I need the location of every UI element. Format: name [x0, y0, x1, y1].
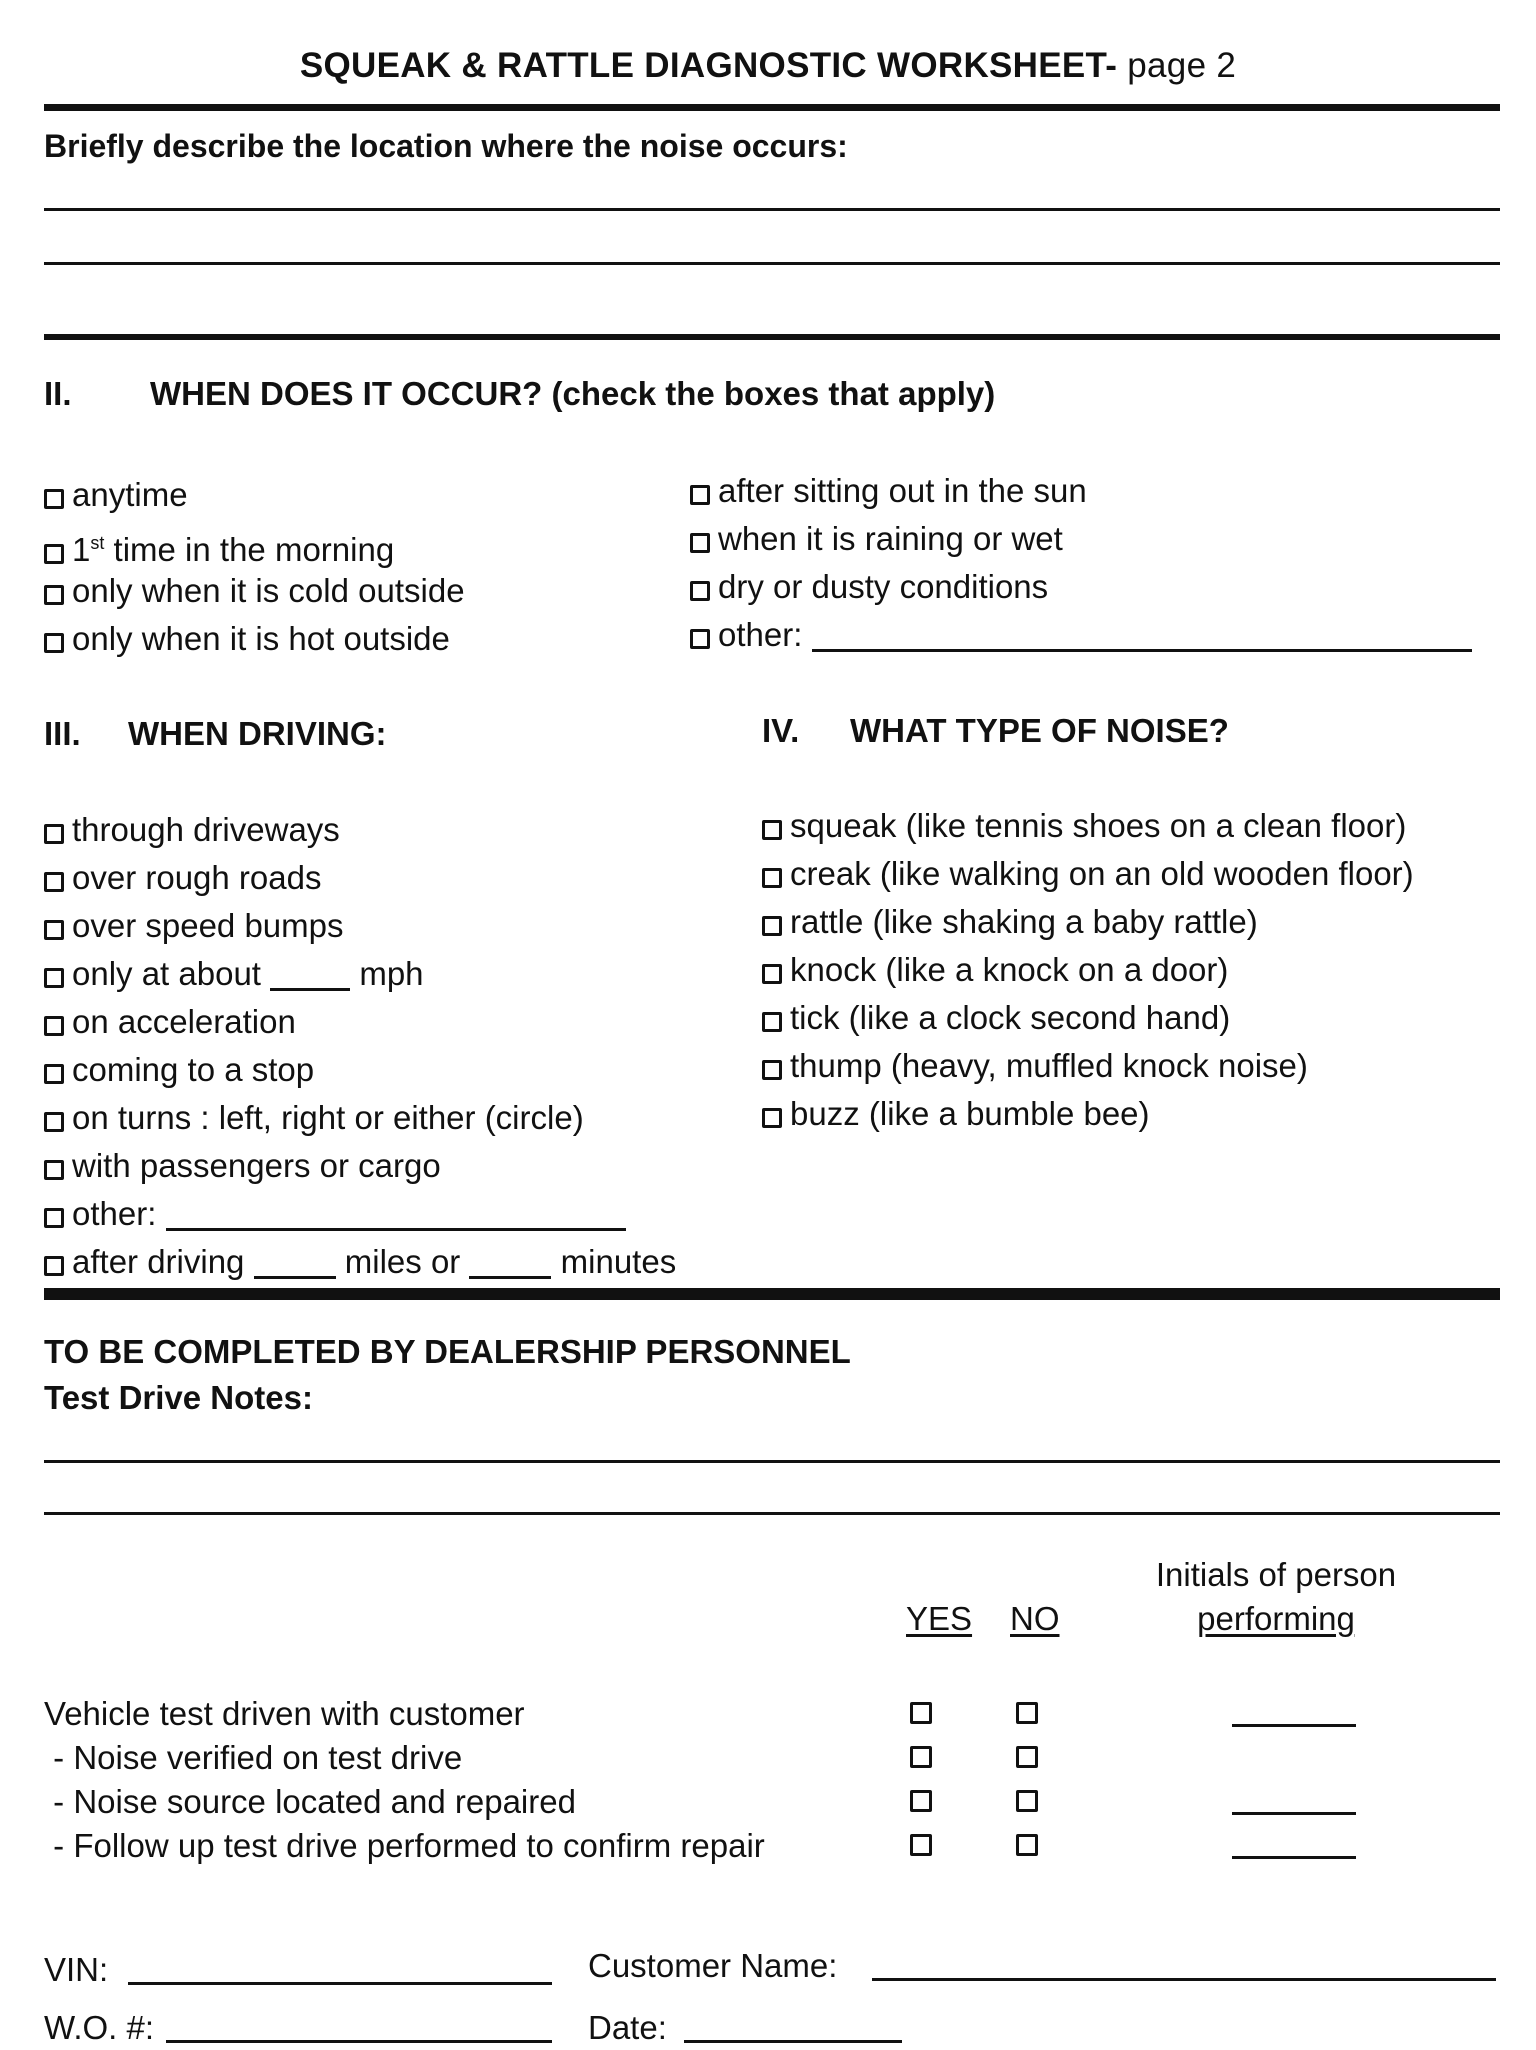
yes-checkbox[interactable]: [910, 1790, 932, 1812]
checkbox[interactable]: [44, 968, 64, 988]
checkbox[interactable]: [44, 489, 64, 509]
option-hot-outside[interactable]: only when it is hot outside: [44, 619, 450, 659]
checkbox[interactable]: [44, 1112, 64, 1132]
date-field[interactable]: [684, 2040, 902, 2043]
no-checkbox[interactable]: [1016, 1702, 1038, 1724]
option-cold-outside[interactable]: only when it is cold outside: [44, 571, 465, 611]
checkbox[interactable]: [44, 872, 64, 892]
option-anytime[interactable]: anytime: [44, 475, 188, 515]
checkbox[interactable]: [44, 585, 64, 605]
section-driving-heading: WHEN DRIVING:: [128, 715, 387, 752]
option-when-other[interactable]: other:: [690, 615, 1472, 655]
checkbox[interactable]: [762, 964, 782, 984]
driving-other-field[interactable]: [166, 1200, 626, 1231]
checkbox[interactable]: [44, 633, 64, 653]
option-speed-bumps[interactable]: over speed bumps: [44, 906, 344, 946]
option-creak[interactable]: creak (like walking on an old wooden floor): [762, 854, 1414, 894]
col-yes: YES: [906, 1600, 973, 1637]
checkbox[interactable]: [44, 1016, 64, 1036]
minutes-field[interactable]: [469, 1248, 551, 1279]
title-main: SQUEAK & RATTLE DIAGNOSTIC WORKSHEET-: [299, 46, 1118, 85]
section-when-heading: WHEN DOES IT OCCUR? (check the boxes that apply): [150, 375, 996, 412]
yes-checkbox[interactable]: [910, 1746, 932, 1768]
notes-line-2[interactable]: [44, 1512, 1500, 1515]
no-checkbox[interactable]: [1016, 1790, 1038, 1812]
option-after-driving[interactable]: after driving miles or minutes: [44, 1242, 676, 1282]
checkbox[interactable]: [44, 920, 64, 940]
option-rattle[interactable]: rattle (like shaking a baby rattle): [762, 902, 1258, 942]
checkbox[interactable]: [762, 820, 782, 840]
option-rough-roads[interactable]: over rough roads: [44, 858, 321, 898]
section-driving-number: III.: [44, 715, 81, 752]
divider: [44, 1288, 1500, 1300]
option-coming-to-stop[interactable]: coming to a stop: [44, 1050, 314, 1090]
page-title: [0, 46, 1536, 86]
option-buzz[interactable]: buzz (like a bumble bee): [762, 1094, 1150, 1134]
option-thump[interactable]: thump (heavy, muffled knock noise): [762, 1046, 1308, 1086]
option-dry-dusty[interactable]: dry or dusty conditions: [690, 567, 1048, 607]
checkbox[interactable]: [44, 1064, 64, 1084]
wo-label: W.O. #:: [44, 2009, 155, 2046]
no-checkbox[interactable]: [1016, 1746, 1038, 1768]
vin-field[interactable]: [128, 1982, 552, 1985]
col-initials-line2: performing: [1197, 1600, 1355, 1637]
checkbox[interactable]: [44, 1208, 64, 1228]
checkbox[interactable]: [690, 485, 710, 505]
option-squeak[interactable]: squeak (like tennis shoes on a clean floor): [762, 806, 1406, 846]
location-prompt: Briefly describe the location where the noise occurs:: [44, 128, 848, 164]
option-tick[interactable]: tick (like a clock second hand): [762, 998, 1230, 1038]
initials-field[interactable]: [1232, 1812, 1356, 1815]
dealer-row-test-driven: Vehicle test driven with customer: [44, 1695, 525, 1732]
dealer-row-noise-repaired: - Noise source located and repaired: [44, 1783, 576, 1820]
test-drive-notes-label: Test Drive Notes:: [44, 1379, 313, 1416]
vin-label: VIN:: [44, 1951, 109, 1988]
wo-field[interactable]: [166, 2040, 552, 2043]
divider: [44, 334, 1500, 340]
location-line-2[interactable]: [44, 262, 1500, 265]
option-knock[interactable]: knock (like a knock on a door): [762, 950, 1228, 990]
checkbox[interactable]: [44, 544, 64, 564]
checkbox[interactable]: [762, 916, 782, 936]
title-page: page 2: [1127, 46, 1237, 85]
option-driveways[interactable]: through driveways: [44, 810, 340, 850]
initials-field[interactable]: [1232, 1856, 1356, 1859]
checkbox[interactable]: [690, 581, 710, 601]
section-noise-heading: WHAT TYPE OF NOISE?: [850, 712, 1229, 749]
dealer-row-noise-verified: - Noise verified on test drive: [44, 1739, 463, 1776]
option-sun[interactable]: after sitting out in the sun: [690, 471, 1087, 511]
miles-field[interactable]: [254, 1248, 336, 1279]
no-checkbox[interactable]: [1016, 1834, 1038, 1856]
col-no: NO: [1010, 1600, 1060, 1637]
customer-name-label: Customer Name:: [588, 1947, 838, 1984]
option-turns[interactable]: on turns : left, right or either (circle): [44, 1098, 584, 1138]
checkbox[interactable]: [762, 1108, 782, 1128]
divider: [44, 104, 1500, 111]
checkbox[interactable]: [762, 868, 782, 888]
checkbox[interactable]: [762, 1060, 782, 1080]
checkbox[interactable]: [44, 1256, 64, 1276]
mph-field[interactable]: [270, 960, 350, 991]
checkbox[interactable]: [690, 629, 710, 649]
section-when-number: II.: [44, 375, 72, 412]
other-field[interactable]: [812, 621, 1472, 652]
dealer-heading: TO BE COMPLETED BY DEALERSHIP PERSONNEL: [44, 1333, 851, 1370]
notes-line-1[interactable]: [44, 1460, 1500, 1463]
option-raining[interactable]: when it is raining or wet: [690, 519, 1063, 559]
dealer-row-follow-up: - Follow up test drive performed to confirm repair: [44, 1827, 765, 1864]
yes-checkbox[interactable]: [910, 1834, 932, 1856]
checkbox[interactable]: [44, 824, 64, 844]
section-noise-number: IV.: [762, 712, 800, 749]
option-driving-other[interactable]: other:: [44, 1194, 626, 1234]
customer-name-field[interactable]: [872, 1978, 1496, 1981]
date-label: Date:: [588, 2009, 667, 2046]
checkbox[interactable]: [762, 1012, 782, 1032]
option-passengers[interactable]: with passengers or cargo: [44, 1146, 441, 1186]
option-acceleration[interactable]: on acceleration: [44, 1002, 296, 1042]
yes-checkbox[interactable]: [910, 1702, 932, 1724]
checkbox[interactable]: [690, 533, 710, 553]
option-first-time-morning[interactable]: 1st time in the morning: [44, 523, 394, 570]
option-mph[interactable]: only at about mph: [44, 954, 424, 994]
initials-field[interactable]: [1232, 1724, 1356, 1727]
col-initials-line1: Initials of person: [1155, 1556, 1397, 1593]
location-line-1[interactable]: [44, 208, 1500, 211]
checkbox[interactable]: [44, 1160, 64, 1180]
